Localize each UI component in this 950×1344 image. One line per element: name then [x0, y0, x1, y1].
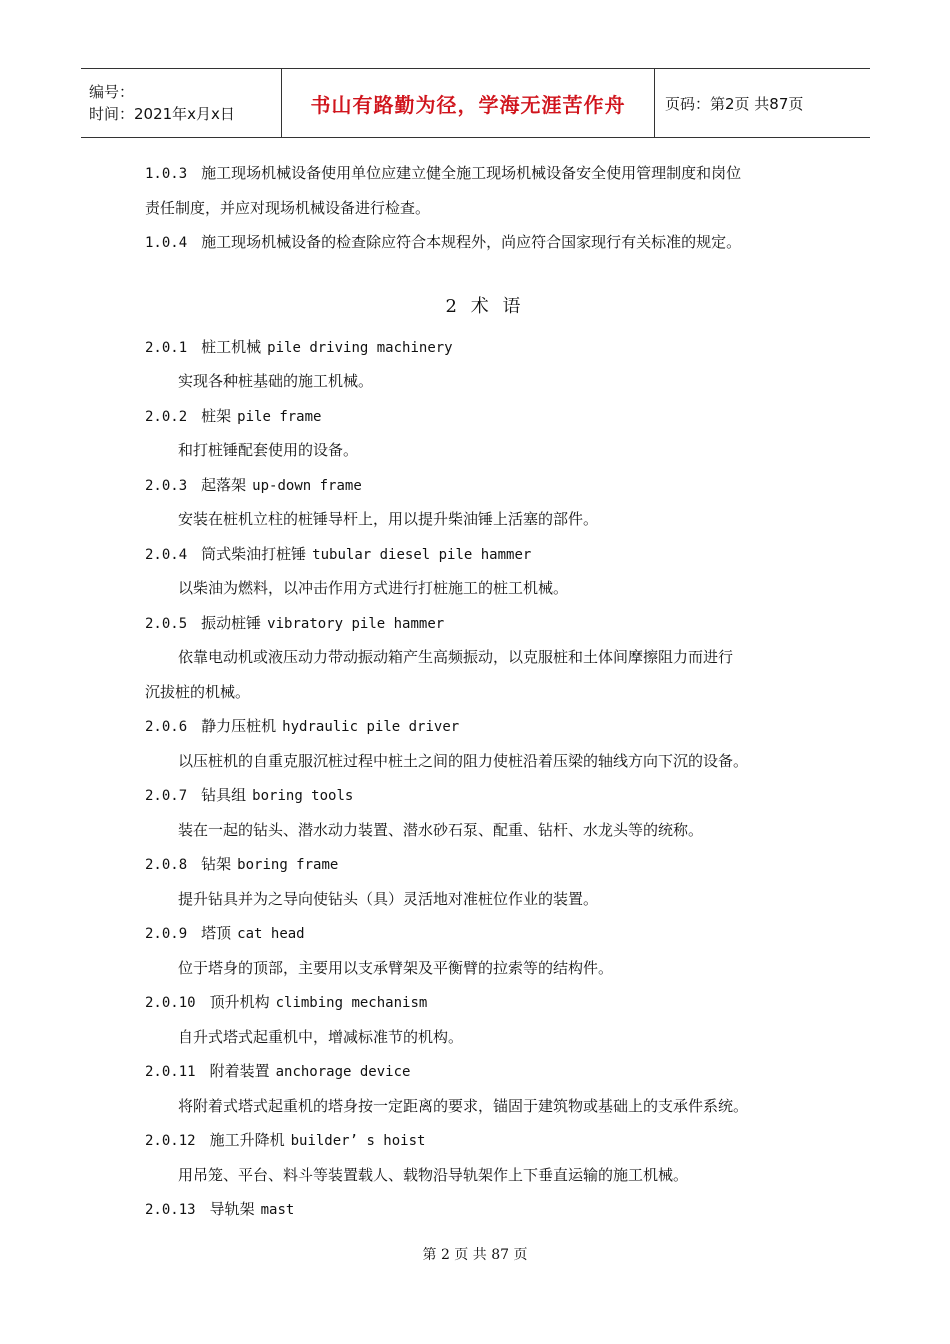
term-number: 2.0.12	[145, 1133, 196, 1149]
term-en: up-down frame	[252, 477, 362, 494]
term-number: 2.0.6	[145, 719, 188, 735]
term-2-0-7	[145, 778, 825, 813]
term-zh: 附着装置	[209, 1062, 270, 1080]
term-number: 2.0.10	[145, 995, 196, 1011]
term-number: 2.0.7	[145, 788, 188, 804]
term-en: pile frame	[237, 408, 322, 425]
term-number: 2.0.4	[145, 546, 188, 563]
term-zh: 导轨架	[209, 1200, 255, 1218]
term-number: 2.0.2	[145, 408, 188, 425]
clause-number: 1.0.4	[145, 235, 188, 251]
term-en: cat head	[237, 926, 305, 942]
term-zh: 静力压桩机	[201, 717, 277, 735]
term-definition: 装在一起的钻头、潜水动力装置、潜水砂石泵、配重、钻杆、水龙头等的统称。	[178, 820, 704, 839]
term-2-0-6	[145, 709, 825, 744]
clause-1-0-3	[145, 156, 825, 191]
term-definition: 和打桩锤配套使用的设备。	[178, 441, 359, 459]
number-label: 编号：	[89, 83, 135, 101]
term-zh: 钻架	[201, 855, 232, 873]
term-en: vibratory pile hammer	[267, 615, 445, 632]
term-zh: 施工升降机	[209, 1131, 285, 1149]
document-body	[145, 156, 825, 1227]
term-zh: 振动桩锤	[201, 613, 262, 632]
clause-1-0-3-continued: 责任制度，并应对现场机械设备进行检查。	[145, 198, 431, 217]
term-en: boring tools	[252, 788, 354, 804]
term-en: builder’ s hoist	[290, 1133, 426, 1149]
term-en: mast	[260, 1202, 295, 1218]
page-footer: 第 2 页 共 87 页	[422, 1247, 528, 1263]
term-en: hydraulic pile driver	[282, 719, 460, 735]
clause-number: 1.0.3	[145, 166, 188, 182]
term-2-0-11	[145, 1054, 825, 1089]
term-2-0-8	[145, 847, 825, 882]
term-zh: 钻具组	[201, 786, 247, 804]
term-2-0-9	[145, 916, 825, 951]
term-en: boring frame	[237, 857, 339, 873]
term-definition: 安装在桩机立柱的桩锤导杆上，用以提升柴油锤上活塞的部件。	[178, 510, 599, 528]
term-definition: 位于塔身的顶部，主要用以支承臂架及平衡臂的拉索等的结构件。	[178, 958, 614, 977]
term-zh: 桩架	[201, 406, 232, 425]
clause-text: 施工现场机械设备的检查除应符合本规程外，尚应符合国家现行有关标准的规定。	[201, 233, 742, 251]
clause-text: 施工现场机械设备使用单位应建立健全施工现场机械设备安全使用管理制度和岗位	[201, 164, 742, 182]
term-zh: 顶升机构	[209, 993, 270, 1011]
term-definition: 自升式塔式起重机中，增减标准节的机构。	[178, 1027, 464, 1046]
term-zh: 筒式柴油打桩锤	[201, 544, 307, 563]
term-en: pile driving machinery	[267, 339, 453, 356]
header-page-code-cell	[655, 69, 870, 137]
page-code: 页码：第2页 共87页	[665, 94, 804, 113]
term-definition: 以柴油为燃料，以冲击作用方式进行打桩施工的桩工机械。	[178, 579, 569, 597]
term-definition: 将附着式塔式起重机的塔身按一定距离的要求，锚固于建筑物或基础上的支承件系统。	[178, 1096, 749, 1115]
header-meta	[81, 69, 282, 137]
term-2-0-13	[145, 1192, 825, 1227]
page-header	[81, 68, 870, 138]
term-definition: 用吊笼、平台、料斗等装置载人、载物沿导轨架作上下垂直运输的施工机械。	[178, 1165, 689, 1184]
term-definition: 实现各种桩基础的施工机械。	[178, 372, 374, 390]
term-2-0-2	[145, 399, 825, 434]
term-number: 2.0.1	[145, 339, 188, 356]
time-label: 时间：2021年x月x日	[89, 105, 235, 123]
term-2-0-3	[145, 468, 825, 503]
term-definition-continued: 沉拔桩的机械。	[145, 682, 251, 701]
term-definition: 以压桩机的自重克服沉桩过程中桩土之间的阻力使桩沿着压梁的轴线方向下沉的设备。	[178, 751, 749, 770]
term-definition: 提升钻具并为之导向使钻头（具）灵活地对准桩位作业的装置。	[178, 889, 599, 908]
section-title: 2 术 语	[445, 295, 525, 317]
term-number: 2.0.8	[145, 857, 188, 873]
term-en: climbing mechanism	[275, 995, 428, 1011]
term-number: 2.0.11	[145, 1064, 196, 1080]
term-number: 2.0.9	[145, 926, 188, 942]
term-zh: 塔顶	[201, 924, 232, 942]
term-2-0-4	[145, 537, 825, 572]
term-2-0-10	[145, 985, 825, 1020]
clause-1-0-4	[145, 225, 825, 260]
term-en: anchorage device	[275, 1064, 411, 1080]
term-number: 2.0.3	[145, 477, 188, 494]
term-2-0-12	[145, 1123, 825, 1158]
term-zh: 桩工机械	[201, 337, 262, 356]
motto: 书山有路勤为径，学海无涯苦作舟	[310, 92, 626, 117]
header-motto-cell	[282, 69, 655, 137]
term-zh: 起落架	[201, 475, 247, 494]
term-number: 2.0.5	[145, 615, 188, 632]
term-2-0-5	[145, 606, 825, 641]
term-en: tubular diesel pile hammer	[312, 546, 532, 563]
term-definition: 依靠电动机或液压动力带动振动箱产生高频振动，以克服桩和土体间摩擦阻力而进行	[178, 648, 734, 666]
term-number: 2.0.13	[145, 1202, 196, 1218]
